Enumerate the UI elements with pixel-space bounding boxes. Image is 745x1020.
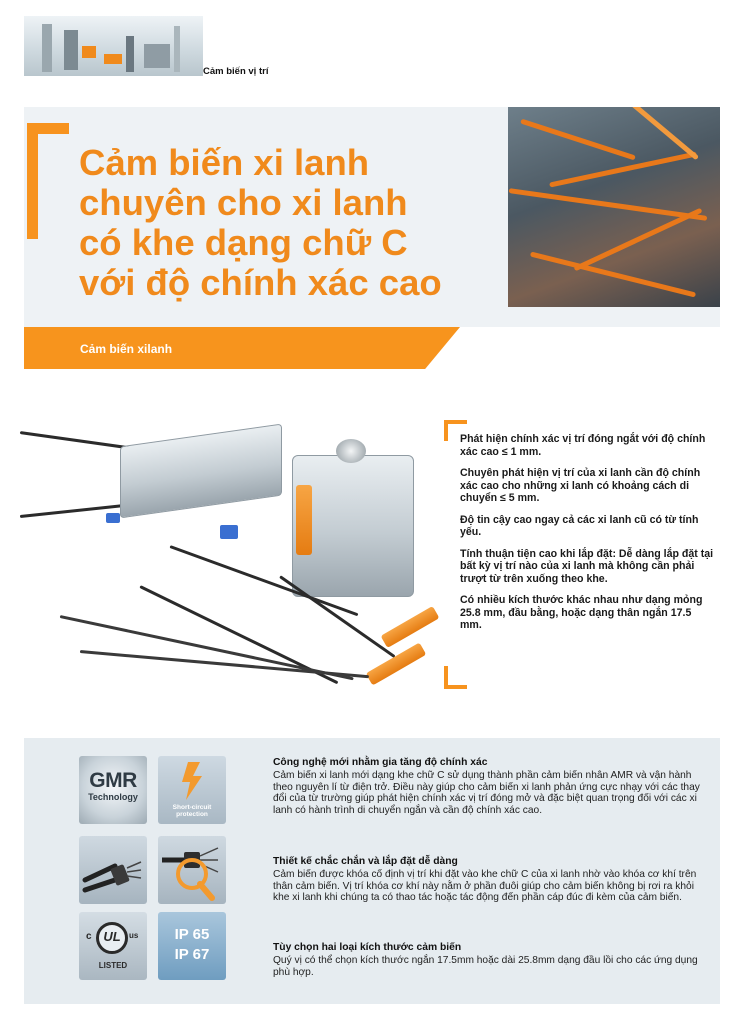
gmr-title: GMR (89, 769, 137, 792)
feature-item: Phát hiện chính xác vị trí đóng ngắt với độ chính xác cao ≤ 1 mm. (460, 433, 706, 458)
bullet-bracket-bottom-h (444, 685, 467, 689)
feature-item: Chuyên phát hiện vị trí của xi lanh cần độ chính xác cao cho những xi lanh có khoảng cách di chuyển ≤ 5 mm. (460, 467, 701, 504)
title-line: chuyên cho xi lanh (79, 182, 408, 223)
page-title (79, 143, 509, 303)
short-circuit-label: Short-circuit protection (172, 804, 212, 818)
bullet-bracket-top-h (444, 420, 467, 424)
feature-item: Tính thuận tiện cao khi lắp đặt: Dễ dàng lắp đặt tại bất kỳ vị trí nào của xi lanh mà không cần phải trượt từ trên xuống theo khe. (460, 547, 714, 585)
ul-listed-label: LISTED (98, 961, 128, 970)
ul-mark: UL (103, 929, 121, 944)
lightning-bolt-icon (178, 762, 208, 800)
hero-factory-photo (508, 107, 720, 307)
banner-label: Cảm biến xilanh (80, 342, 173, 356)
ul-c-mark: c (86, 931, 92, 942)
section-body: Cảm biến xi lanh mới dạng khe chữ C sử dụng thành phần cảm biến nhân AMR và vận hành theo nguyên lí từ điện trở. Điều này giúp cho cảm biến xi lanh phản ứng cực nhạy với các thay đổi của từ trường giúp phát hiện chính xác vị trí đóng mở và đặc biệt quan trọng đối với các xi lanh có hành trình di chuyển ngắn và cần độ chính xác cao. (273, 770, 700, 816)
section-heading: Công nghệ mới nhằm gia tăng độ chính xác (273, 757, 488, 768)
section-technology (273, 757, 703, 816)
section-sizes (273, 942, 703, 978)
title-line: với độ chính xác cao (79, 262, 442, 303)
section-body: Cảm biến được khóa cố định vị trí khi đặt vào khe chữ C của xi lanh nhờ vào khóa cơ khí trên thân cảm biến. Vị trí khóa cơ khí này nằm ở phần đuôi giúp cho cảm biến không bị rơi ra khỏi khe xi lanh khi chúng ta có thao tác hoặc tác động đến phần cáp đúc đi kèm của cảm biến. (273, 869, 697, 904)
section-body: Quý vị có thể chọn kích thước ngắn 17.5mm hoặc dài 25.8mm dạng đầu lồi cho các ứng dụng phù hợp. (273, 955, 698, 978)
ip67-label: IP 67 (174, 946, 210, 963)
hero-accent-bracket (27, 123, 38, 239)
product-image (20, 395, 440, 695)
ul-listed-icon (79, 912, 147, 980)
gmr-subtitle: Technology (88, 792, 138, 802)
section-heading: Thiết kế chắc chắn và lắp đặt dễ dàng (273, 856, 458, 867)
gmr-technology-icon (79, 756, 147, 824)
section-heading: Tùy chọn hai loại kích thước cảm biến (273, 942, 462, 953)
feature-list (460, 433, 715, 641)
cable-connector-icon (79, 836, 147, 904)
ip65-label: IP 65 (174, 926, 210, 943)
section-design (273, 856, 703, 904)
title-line: có khe dạng chữ C (79, 222, 408, 263)
header-thumbnail-image (24, 16, 203, 76)
hero-accent-bracket-top (27, 123, 69, 134)
title-line: Cảm biến xi lanh (79, 142, 370, 183)
header-section-label: Cảm biến vị trí (203, 66, 269, 77)
ip-rating-icon (158, 912, 226, 980)
feature-item: Độ tin cậy cao ngay cả các xi lanh cũ có từ tính yếu. (460, 513, 699, 538)
ul-us-mark: us (129, 931, 139, 940)
short-circuit-protection-icon (158, 756, 226, 824)
feature-item: Có nhiều kích thước khác nhau như dạng mỏng 25.8 mm, đầu bằng, hoặc dạng thân ngắn 17.5 mm. (460, 594, 703, 631)
magnifier-cable-icon (158, 836, 226, 904)
